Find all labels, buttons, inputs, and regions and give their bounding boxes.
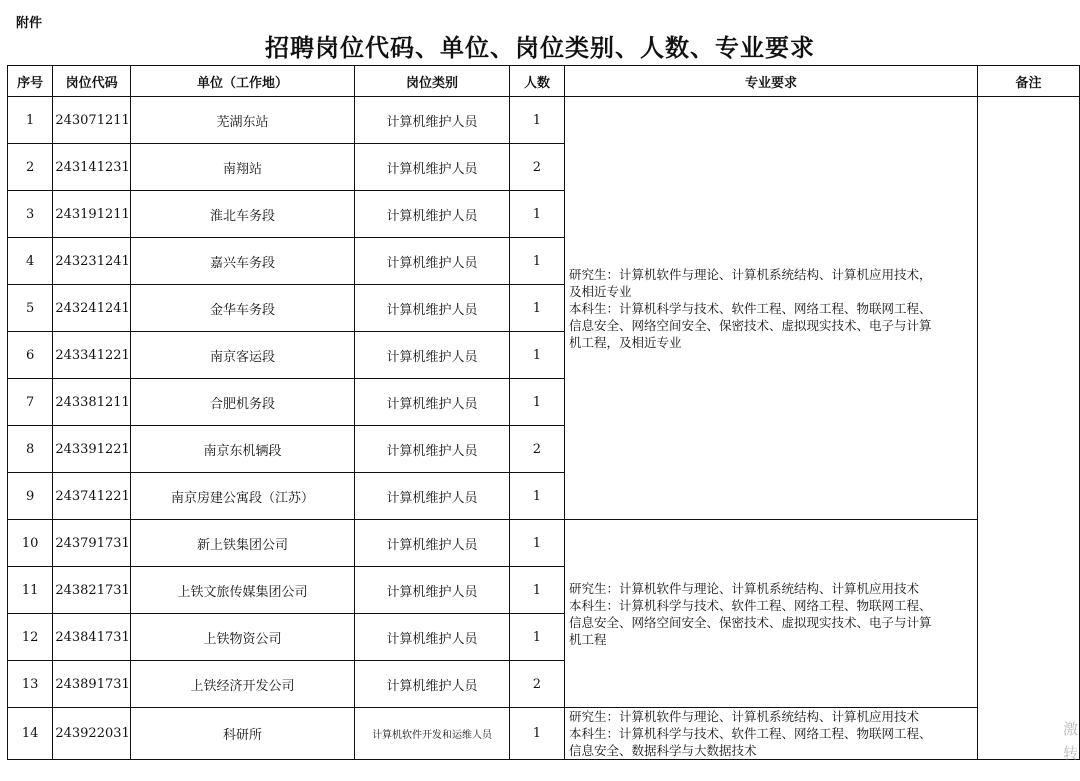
row-no: 5: [8, 285, 53, 332]
attachment-label: 附件: [16, 16, 43, 31]
row-category: 计算机维护人员: [355, 520, 510, 567]
row-unit: 新上铁集团公司: [130, 520, 354, 567]
row-no: 12: [8, 614, 53, 661]
row-unit: 合肥机务段: [130, 379, 354, 426]
row-count: 1: [509, 520, 564, 567]
header-no: 序号: [8, 66, 53, 97]
row-unit: 南京房建公寓段（江苏）: [130, 473, 354, 520]
table-row: [8, 708, 1080, 760]
row-unit: 南京东机辆段: [130, 426, 354, 473]
row-unit: 嘉兴车务段: [130, 238, 354, 285]
row-unit: 上铁文旅传媒集团公司: [130, 567, 354, 614]
row-category: 计算机维护人员: [355, 238, 510, 285]
row-category: 计算机维护人员: [355, 614, 510, 661]
requirement-line: 研究生：计算机软件与理论、计算机系统结构、计算机应用技术: [568, 580, 919, 596]
row-count: 1: [509, 473, 564, 520]
row-unit: 南京客运段: [130, 332, 354, 379]
row-count: 2: [509, 144, 564, 191]
row-no: 2: [8, 144, 53, 191]
row-category: 计算机维护人员: [355, 379, 510, 426]
requirement-line: 本科生：计算机科学与技术、软件工程、网络工程、物联网工程、: [568, 597, 932, 613]
requirements-group-1: [564, 97, 977, 520]
page-title: 招聘岗位代码、单位、岗位类别、人数、专业要求: [265, 33, 815, 62]
row-count: 2: [509, 426, 564, 473]
row-code: 243791731: [53, 520, 130, 567]
row-code: 243231241: [53, 238, 130, 285]
requirement-line: 信息安全、网络空间安全、保密技术、虚拟现实技术、电子与计算: [568, 317, 932, 333]
requirement-line: 研究生：计算机软件与理论、计算机系统结构、计算机应用技术，: [568, 266, 932, 282]
row-category: 计算机维护人员: [355, 144, 510, 191]
row-code: 243891731: [53, 661, 130, 708]
row-code: 243341221: [53, 332, 130, 379]
row-no: 6: [8, 332, 53, 379]
row-code: 243821731: [53, 567, 130, 614]
requirements-group-2: [564, 520, 977, 708]
row-count: 1: [509, 614, 564, 661]
requirements-group-3: [564, 708, 977, 760]
header-category: 岗位类别: [355, 66, 510, 97]
recruitment-table: [7, 65, 1080, 760]
watermark-text: 激: [1062, 720, 1078, 738]
watermark-text: 转: [1062, 744, 1078, 762]
header-code: 岗位代码: [53, 66, 130, 97]
row-category: 计算机维护人员: [355, 332, 510, 379]
row-category: 计算机软件开发和运维人员: [355, 708, 510, 760]
row-no: 4: [8, 238, 53, 285]
row-category: 计算机维护人员: [355, 97, 510, 144]
row-code: 243841731: [53, 614, 130, 661]
row-no: 7: [8, 379, 53, 426]
row-count: 1: [509, 708, 564, 760]
row-count: 1: [509, 285, 564, 332]
row-code: 243141231: [53, 144, 130, 191]
row-count: 1: [509, 97, 564, 144]
row-count: 1: [509, 379, 564, 426]
row-unit: 金华车务段: [130, 285, 354, 332]
row-code: 243381211: [53, 379, 130, 426]
header-remark: 备注: [978, 66, 1080, 97]
row-no: 9: [8, 473, 53, 520]
row-no: 3: [8, 191, 53, 238]
row-no: 8: [8, 426, 53, 473]
row-unit: 科研所: [130, 708, 354, 760]
row-category: 计算机维护人员: [355, 191, 510, 238]
row-category: 计算机维护人员: [355, 661, 510, 708]
row-code: 243741221: [53, 473, 130, 520]
row-count: 1: [509, 238, 564, 285]
row-code: 243071211: [53, 97, 130, 144]
row-no: 10: [8, 520, 53, 567]
requirement-line: 研究生：计算机软件与理论、计算机系统结构、计算机应用技术: [568, 709, 919, 724]
row-no: 14: [8, 708, 53, 760]
row-code: 243922031: [53, 708, 130, 760]
row-unit: 淮北车务段: [130, 191, 354, 238]
row-category: 计算机维护人员: [355, 426, 510, 473]
requirement-line: 及相近专业: [568, 283, 632, 299]
row-code: 243191211: [53, 191, 130, 238]
table-header-row: [8, 66, 1080, 97]
row-category: 计算机维护人员: [355, 285, 510, 332]
header-unit: 单位（工作地）: [130, 66, 354, 97]
row-unit: 芜湖东站: [130, 97, 354, 144]
header-requirements: 专业要求: [564, 66, 977, 97]
row-no: 1: [8, 97, 53, 144]
requirement-line: 本科生：计算机科学与技术、软件工程、网络工程、物联网工程、: [568, 300, 932, 316]
requirement-line: 信息安全、数据科学与大数据技术: [568, 743, 757, 758]
table-row: [8, 97, 1080, 144]
remark-cell: [978, 97, 1080, 760]
row-category: 计算机维护人员: [355, 567, 510, 614]
header-count: 人数: [509, 66, 564, 97]
row-no: 13: [8, 661, 53, 708]
row-unit: 南翔站: [130, 144, 354, 191]
row-count: 1: [509, 567, 564, 614]
requirement-line: 机工程: [568, 631, 607, 647]
row-code: 243391221: [53, 426, 130, 473]
requirement-line: 机工程，及相近专业: [568, 334, 682, 350]
requirement-line: 本科生：计算机科学与技术、软件工程、网络工程、物联网工程、: [568, 726, 932, 741]
row-unit: 上铁物资公司: [130, 614, 354, 661]
row-code: 243241241: [53, 285, 130, 332]
row-unit: 上铁经济开发公司: [130, 661, 354, 708]
row-no: 11: [8, 567, 53, 614]
table-row: [8, 520, 1080, 567]
row-count: 1: [509, 191, 564, 238]
row-count: 2: [509, 661, 564, 708]
requirement-line: 信息安全、网络空间安全、保密技术、虚拟现实技术、电子与计算: [568, 614, 932, 630]
row-count: 1: [509, 332, 564, 379]
row-category: 计算机维护人员: [355, 473, 510, 520]
